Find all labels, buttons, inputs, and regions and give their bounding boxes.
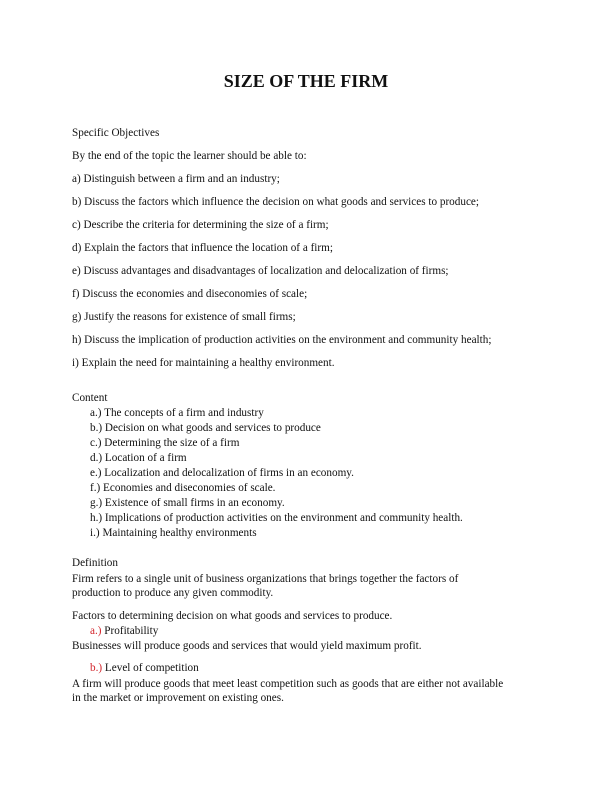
item-label: b): [72, 196, 82, 208]
definition-heading: Definition: [72, 557, 118, 569]
objectives-heading: Specific Objectives: [72, 127, 160, 139]
objective-item: [72, 333, 491, 347]
item-text: Localization and delocalization of firms in an economy.: [104, 467, 354, 479]
item-label: e.): [90, 467, 102, 479]
item-label: h.): [90, 512, 103, 524]
content-item: [90, 436, 239, 450]
definition-text-line: production to produce any given commodity.: [72, 587, 274, 599]
factor-label: a.): [90, 625, 102, 637]
item-text: Determining the size of a firm: [104, 437, 240, 449]
objective-item: [72, 310, 296, 324]
item-text: Describe the criteria for determining the size of a firm;: [83, 219, 329, 231]
objective-item: [72, 218, 329, 232]
factor-item: [90, 624, 158, 638]
item-text: Explain the need for maintaining a healthy environment.: [81, 357, 335, 369]
item-label: a.): [90, 407, 102, 419]
item-label: f): [72, 288, 80, 300]
item-text: Location of a firm: [104, 452, 187, 464]
factor-body: Businesses will produce goods and services that would yield maximum profit.: [72, 640, 422, 652]
item-label: d): [72, 242, 82, 254]
item-label: g): [72, 311, 82, 323]
content-item: [90, 466, 354, 480]
objectives-intro: By the end of the topic the learner should be able to:: [72, 150, 307, 162]
item-text: The concepts of a firm and industry: [104, 407, 264, 419]
factor-body: A firm will produce goods that meet least competition such as goods that are either not available: [72, 678, 504, 690]
item-label: a): [72, 173, 81, 185]
objective-item: [72, 287, 307, 301]
factors-heading: Factors to determining decision on what goods and services to produce.: [72, 610, 393, 622]
page-title: SIZE OF THE FIRM: [223, 71, 389, 91]
item-text: Discuss the factors which influence the decision on what goods and services to produce;: [84, 196, 479, 208]
item-label: b.): [90, 422, 103, 434]
definition-text-line: Firm refers to a single unit of business organizations that brings together the factors of: [72, 573, 459, 585]
content-item: [90, 496, 285, 510]
content-item: [90, 451, 187, 465]
objective-item: [72, 241, 333, 255]
objective-item: [72, 264, 449, 278]
factor-title: Profitability: [104, 625, 159, 637]
objective-item: [72, 172, 280, 186]
item-label: d.): [90, 452, 103, 464]
content-item: [90, 481, 275, 495]
content-item: [90, 526, 257, 540]
item-text: Justify the reasons for existence of small firms;: [84, 311, 296, 323]
factor-item: [90, 661, 199, 675]
item-text: Decision on what goods and services to produce: [104, 422, 321, 434]
item-label: i.): [90, 527, 100, 539]
item-text: Existence of small firms in an economy.: [104, 497, 285, 509]
factor-title: Level of competition: [104, 662, 199, 674]
item-label: e): [72, 265, 81, 277]
item-text: Explain the factors that influence the location of a firm;: [84, 242, 333, 254]
item-label: c.): [90, 437, 102, 449]
content-heading: Content: [72, 392, 108, 404]
item-text: Discuss advantages and disadvantages of localization and delocalization of firms;: [83, 265, 449, 277]
content-item: [90, 511, 463, 525]
objective-item: [72, 195, 479, 209]
content-item: [90, 406, 264, 420]
factor-body: in the market or improvement on existing ones.: [72, 692, 284, 704]
item-text: Discuss the implication of production activities on the environment and community health;: [84, 334, 492, 346]
item-label: i): [72, 357, 79, 369]
item-text: Distinguish between a firm and an industry;: [83, 173, 280, 185]
item-text: Maintaining healthy environments: [102, 527, 257, 539]
item-text: Implications of production activities on the environment and community health.: [104, 512, 463, 524]
item-label: g.): [90, 497, 103, 509]
content-item: [90, 421, 321, 435]
item-text: Economies and diseconomies of scale.: [103, 482, 276, 494]
item-label: c): [72, 219, 81, 231]
objective-item: [72, 356, 335, 370]
item-label: h): [72, 334, 82, 346]
item-text: Discuss the economies and diseconomies of scale;: [82, 288, 308, 300]
factor-label: b.): [90, 662, 103, 674]
item-label: f.): [90, 482, 101, 494]
